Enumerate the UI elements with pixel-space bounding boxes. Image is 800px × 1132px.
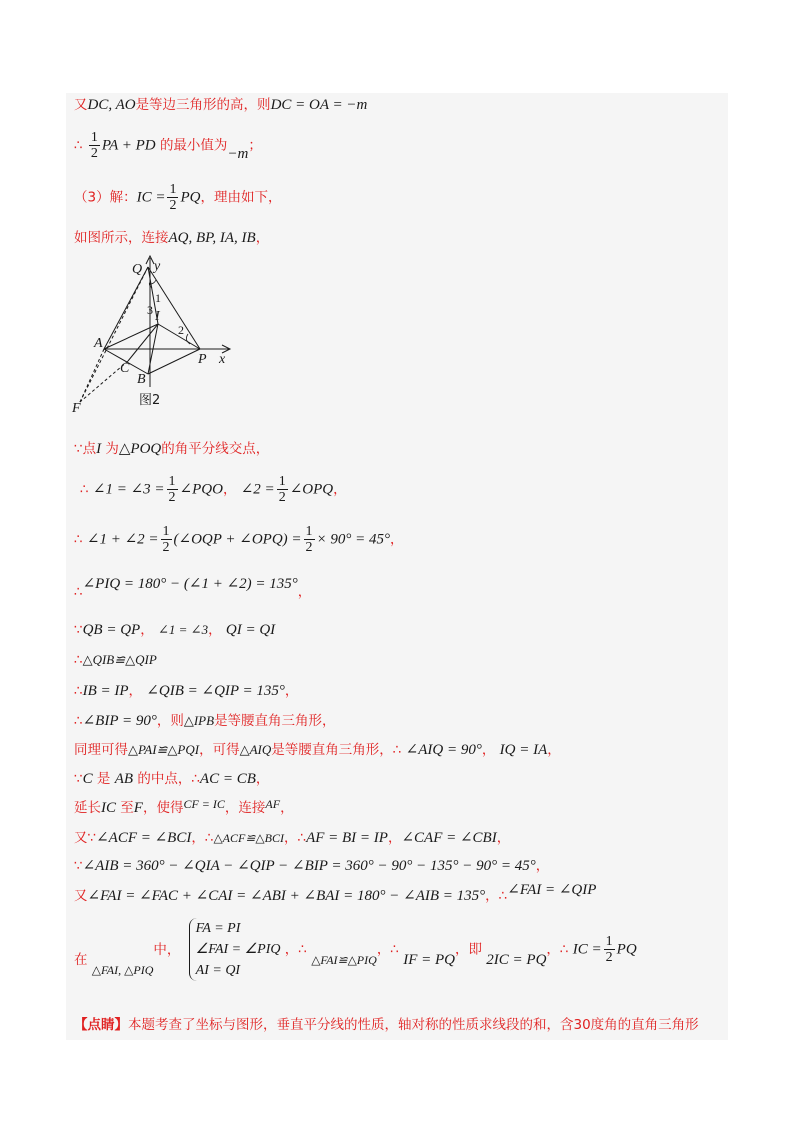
text: ∵点 xyxy=(74,441,97,457)
text: ， xyxy=(481,742,496,758)
text: ， xyxy=(390,531,404,548)
label-B: B xyxy=(137,372,146,387)
math: QB = QP xyxy=(82,622,141,638)
comment-text: 本题考查了坐标与图形，垂直平分线的性质，轴对称的性质求线段的和，含30度角的直角三角形 xyxy=(128,1017,699,1033)
text: ， xyxy=(333,481,347,498)
line-7 xyxy=(74,524,404,555)
math: ∠1 = ∠3 xyxy=(158,622,209,637)
math: C xyxy=(82,771,93,787)
math: PQ xyxy=(616,941,637,958)
text: 是等腰直角三角形， xyxy=(214,713,336,729)
conditions-brace xyxy=(189,918,281,981)
text: ， xyxy=(387,830,402,846)
because-symbol: ∵ xyxy=(74,771,83,787)
math: ∠2 = xyxy=(240,481,275,498)
math: CF = IC xyxy=(183,797,225,811)
text: ， xyxy=(284,683,299,699)
math: ∠BIP = 90° xyxy=(82,713,157,729)
text: ， xyxy=(255,771,270,787)
text: ，∴ xyxy=(376,941,399,958)
label-P: P xyxy=(198,352,207,367)
fraction: $\frac{1}{2}$ xyxy=(162,524,170,555)
math: DC = OA = −m xyxy=(270,97,368,113)
text: 的角平分线交点， xyxy=(161,441,270,457)
line-8 xyxy=(74,575,312,600)
text: ，∴ xyxy=(191,830,214,846)
label-A: A xyxy=(94,336,103,351)
therefore-symbol: ∴ xyxy=(74,652,83,668)
comment-tag: 【点睛】 xyxy=(74,1017,128,1033)
condition-2: ∠FAI = ∠PIQ xyxy=(195,942,281,957)
text: ， xyxy=(128,683,143,699)
label-angle-2: 2 xyxy=(178,323,184,337)
math: △AIQ xyxy=(239,742,272,757)
math: ∠1 + ∠2 = xyxy=(86,531,159,548)
text: 是等边三角形的高，则 xyxy=(135,97,271,113)
line-12 xyxy=(74,712,336,730)
math: ∠AIB = 360° − ∠QIA − ∠QIP − ∠BIP = 360° − 90° − 135° − 90° = 45° xyxy=(82,858,536,874)
math: ∠QIB = ∠QIP = 135° xyxy=(146,683,285,699)
text: 是 xyxy=(96,771,111,787)
math: AF = BI = IP xyxy=(306,830,388,846)
text: 的最小值为 xyxy=(159,137,228,154)
fraction: $\frac{1}{2}$ xyxy=(305,524,313,555)
fraction: $\frac{1}{2}$ xyxy=(605,934,613,965)
text: 又∵ xyxy=(74,830,97,846)
label-F: F xyxy=(72,401,81,416)
math: QI = QI xyxy=(225,622,276,638)
segment-IC xyxy=(128,324,158,361)
line-13 xyxy=(74,741,561,759)
text: ， xyxy=(222,481,237,498)
math: △QIB≌△QIP xyxy=(82,652,157,667)
fraction: $\frac{1}{2}$ xyxy=(278,474,286,505)
math: × 90° = 45° xyxy=(316,531,391,548)
math: DC, AO xyxy=(87,97,136,113)
fraction: $\frac{1}{2}$ xyxy=(90,130,98,161)
math: IC xyxy=(101,800,116,816)
text: ， xyxy=(535,858,550,874)
math: IF = PQ xyxy=(403,951,455,968)
text: ，使得 xyxy=(142,800,184,816)
line-18 xyxy=(74,882,597,905)
text: 中， xyxy=(153,941,181,958)
text: 在 xyxy=(74,951,88,968)
text: ，连接 xyxy=(224,800,266,816)
math: ∠PIQ = 180° − (∠1 + ∠2) = 135° xyxy=(82,576,298,592)
label-C: C xyxy=(120,361,130,376)
because-symbol: ∵ xyxy=(74,622,83,638)
therefore-symbol: ∴ xyxy=(74,683,83,699)
label-I: I xyxy=(155,309,160,324)
figure-caption: 图2 xyxy=(139,393,161,408)
math: △FAI, △PIQ xyxy=(91,962,154,977)
math: △FAI≌△PIQ xyxy=(311,952,377,967)
segment-BP xyxy=(148,349,200,374)
text: 又 xyxy=(74,888,88,904)
line-6 xyxy=(80,474,347,505)
line-2 xyxy=(74,130,262,161)
text: ， xyxy=(297,584,312,600)
text: ，∴ xyxy=(283,830,307,846)
math: ∠OPQ xyxy=(289,481,334,498)
text: ，则 xyxy=(156,713,184,729)
text: 是等腰直角三角形，∴ xyxy=(271,742,402,758)
text: 同理可得 xyxy=(74,742,128,758)
label-Q: Q xyxy=(132,262,143,277)
therefore-symbol: ∴ xyxy=(74,531,83,548)
line-10 xyxy=(74,651,157,669)
math: IC = xyxy=(572,941,602,958)
text: ； xyxy=(248,137,262,154)
math: 2IC = PQ xyxy=(486,951,547,968)
because-symbol: ∵ xyxy=(74,858,83,874)
line-16 xyxy=(74,829,510,847)
line-4 xyxy=(74,229,269,247)
text: 又 xyxy=(74,97,88,113)
math: ∠1 = ∠3 = xyxy=(92,481,165,498)
math: AQ, BP, IA, IB xyxy=(168,230,256,246)
text: 延长 xyxy=(74,800,101,816)
math: IQ = IA xyxy=(499,742,548,758)
text: ， xyxy=(140,622,154,638)
math: ∠AIQ = 90° xyxy=(405,742,482,758)
math: PA + PD xyxy=(101,137,156,154)
text: ，∴ xyxy=(546,941,569,958)
text: ， xyxy=(496,830,511,846)
text: ，理由如下， xyxy=(200,189,282,206)
line-9 xyxy=(74,621,275,639)
therefore-symbol: ∴ xyxy=(74,137,83,154)
text: ，∴ xyxy=(284,941,307,958)
math: AC = CB xyxy=(199,771,256,787)
text: 为 xyxy=(105,441,119,457)
math: ∠FAI = ∠QIP xyxy=(507,882,597,898)
math: −m xyxy=(227,145,249,162)
math: ∠ACF = ∠BCI xyxy=(96,830,192,846)
math: ∠PQO xyxy=(179,481,223,498)
math: ∠CAF = ∠CBI xyxy=(401,830,497,846)
segment-AF-dashed xyxy=(80,349,104,402)
line-1 xyxy=(74,96,367,114)
text: （3）解： xyxy=(74,189,137,206)
math: AB xyxy=(114,771,134,787)
therefore-symbol: ∴ xyxy=(74,713,83,729)
line-14 xyxy=(74,770,269,788)
math: △POQ xyxy=(118,441,162,457)
math: AF xyxy=(265,797,281,811)
text: ， xyxy=(547,742,561,758)
math: (∠OQP + ∠OPQ) = xyxy=(173,531,302,548)
label-angle-3: 3 xyxy=(147,303,153,317)
line-5 xyxy=(74,440,269,458)
line-19 xyxy=(74,918,637,978)
math: △ACF≌△BCI xyxy=(213,831,284,845)
text: ， xyxy=(280,800,294,816)
text: 至 xyxy=(120,800,134,816)
math: IB = IP xyxy=(82,683,129,699)
text: 如图所示，连接 xyxy=(74,230,169,246)
line-3 xyxy=(74,182,281,213)
math: I xyxy=(96,441,102,457)
line-11 xyxy=(74,682,298,700)
math: △IPB xyxy=(183,713,215,728)
condition-3: AI = QI xyxy=(195,963,241,978)
math: PQ xyxy=(180,189,201,206)
line-17 xyxy=(74,857,549,875)
fraction: $\frac{1}{2}$ xyxy=(168,474,176,505)
text: ， xyxy=(255,230,270,246)
fraction: $\frac{1}{2}$ xyxy=(169,182,177,213)
condition-1: FA = PI xyxy=(195,921,241,936)
text: ，∴ xyxy=(485,888,508,904)
text: ， xyxy=(208,622,222,638)
label-angle-1: 1 xyxy=(155,291,161,305)
text: ，可得 xyxy=(199,742,240,758)
label-x: x xyxy=(219,352,226,367)
math: IC = xyxy=(136,189,166,206)
label-y: y xyxy=(154,259,161,274)
math: △PAI≌△PQI xyxy=(128,742,200,757)
math: F xyxy=(133,800,143,816)
text: 的中点，∴ xyxy=(137,771,200,787)
line-15 xyxy=(74,799,294,817)
text: ，即 xyxy=(454,941,482,958)
math: ∠FAI = ∠FAC + ∠CAI = ∠ABI + ∠BAI = 180° − ∠AIB = 135° xyxy=(87,888,486,904)
comment-note xyxy=(74,1013,699,1033)
therefore-symbol: ∴ xyxy=(74,584,83,600)
therefore-symbol: ∴ xyxy=(80,481,89,498)
